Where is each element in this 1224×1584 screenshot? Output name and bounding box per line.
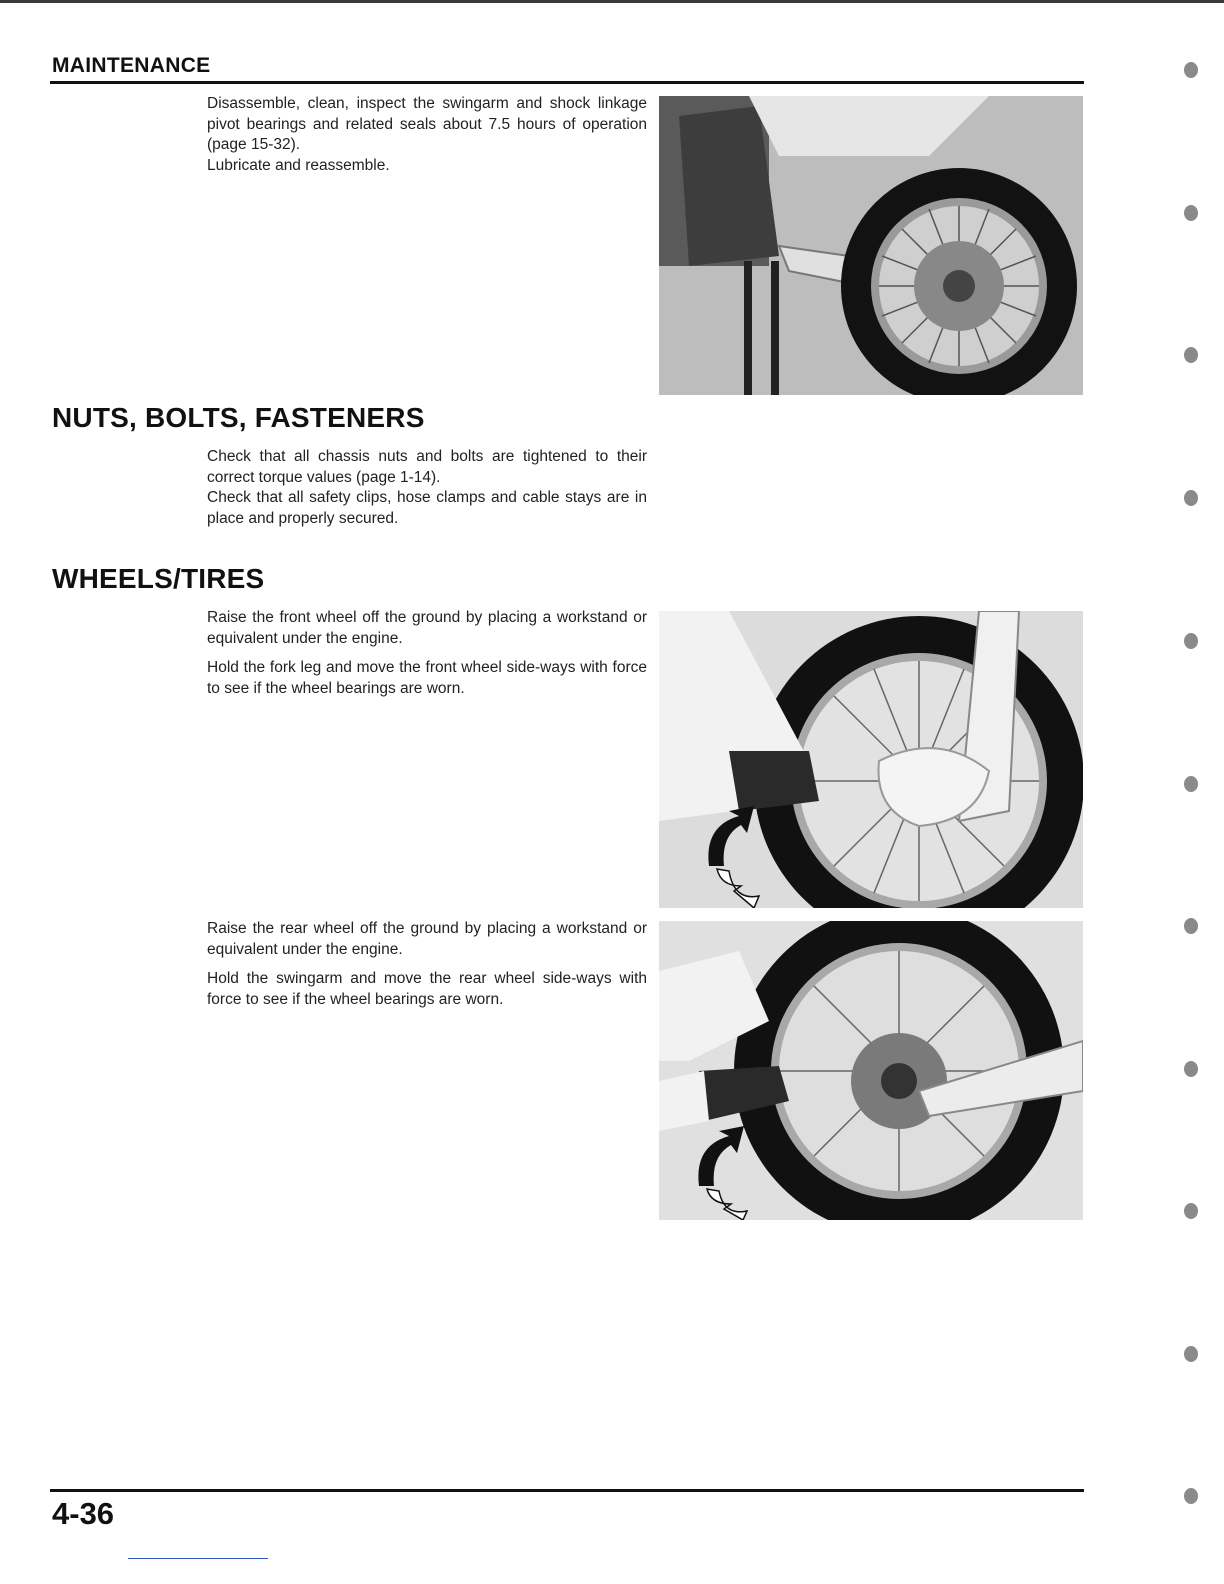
nuts-bolts-line-2: Check that all safety clips, hose clamps and cable stays are in place and properly secured. <box>207 489 647 527</box>
front-wheel-photo <box>659 611 1083 908</box>
binder-hole <box>1184 205 1198 221</box>
rear-wheel-text <box>207 919 647 1019</box>
nuts-bolts-heading: NUTS, BOLTS, FASTENERS <box>52 402 425 433</box>
rear-wheel-p1: Raise the rear wheel off the ground by placing a workstand or equivalent under the engine. <box>207 920 647 958</box>
front-wheel-text <box>207 608 647 708</box>
link-underline <box>128 1558 268 1559</box>
page-number: 4-36 <box>52 1496 115 1531</box>
top-edge-rule <box>0 0 1224 3</box>
header-rule <box>50 81 1084 84</box>
front-wheel-p2: Hold the fork leg and move the front wheel side-ways with force to see if the wheel bearings are worn. <box>207 659 647 697</box>
wheels-tires-heading: WHEELS/TIRES <box>52 563 265 594</box>
swingarm-line-2: Lubricate and reassemble. <box>207 156 390 174</box>
footer-rule <box>50 1489 1084 1492</box>
binder-hole <box>1184 633 1198 649</box>
rear-wheel-p2: Hold the swingarm and move the rear wheel side-ways with force to see if the wheel bearings are worn. <box>207 970 647 1008</box>
swingarm-photo <box>659 96 1083 395</box>
binder-hole <box>1184 62 1198 78</box>
nuts-bolts-text <box>207 447 647 529</box>
rear-wheel-photo <box>659 921 1083 1220</box>
binder-hole <box>1184 1061 1198 1077</box>
swingarm-line-1: Disassemble, clean, inspect the swingarm and shock linkage pivot bearings and related seals about 7.5 hours of operation (page 15-32). <box>207 95 647 153</box>
section-title: MAINTENANCE <box>52 54 211 77</box>
swingarm-text <box>207 94 647 176</box>
binder-hole <box>1184 1346 1198 1362</box>
binder-hole <box>1184 776 1198 792</box>
binder-hole <box>1184 490 1198 506</box>
binder-hole <box>1184 1488 1198 1504</box>
binder-hole <box>1184 1203 1198 1219</box>
nuts-bolts-line-1: Check that all chassis nuts and bolts are tightened to their correct torque values (page 1-14). <box>207 448 647 486</box>
binder-hole <box>1184 347 1198 363</box>
binder-hole <box>1184 918 1198 934</box>
front-wheel-p1: Raise the front wheel off the ground by placing a workstand or equivalent under the engine. <box>207 609 647 647</box>
